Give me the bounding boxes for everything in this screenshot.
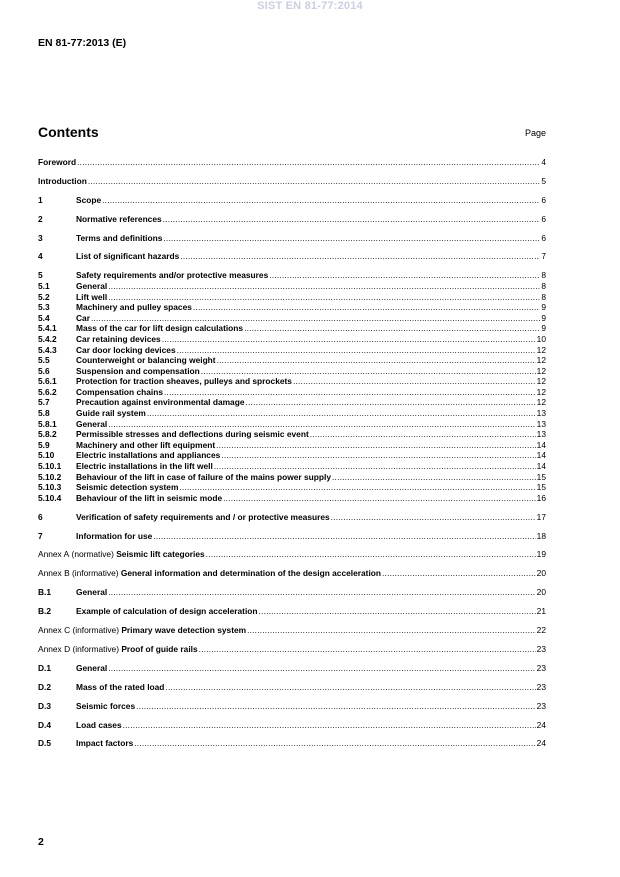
dot-leader <box>382 568 536 579</box>
toc-entry[interactable] <box>38 512 546 523</box>
toc-entry-page: 17 <box>536 511 546 522</box>
toc-entry-page: 16 <box>536 492 546 503</box>
dot-leader <box>223 493 536 504</box>
toc-entry-title: Mass of the car for lift design calculations <box>76 323 244 334</box>
toc-entry-number: 5.4 <box>38 312 50 323</box>
toc-entry-number: 5.9 <box>38 439 50 450</box>
toc-entry-number: D.5 <box>38 738 52 749</box>
annex-label: Annex B <box>38 568 70 579</box>
toc-entry-title: Machinery and other lift equipment <box>76 439 216 450</box>
toc-entry[interactable] <box>38 408 546 419</box>
toc-entry-page: 14 <box>536 439 546 450</box>
toc-entry-page: 10 <box>536 333 546 344</box>
toc-entry[interactable] <box>38 450 546 461</box>
dot-leader <box>214 461 536 472</box>
dot-leader <box>177 345 536 356</box>
toc-entry[interactable] <box>38 387 546 398</box>
toc-entry[interactable] <box>38 625 546 636</box>
toc-entry-page: 9 <box>541 302 546 313</box>
toc-entry-title: Behaviour of the lift in case of failure of the mains power supply <box>76 471 332 482</box>
dot-leader <box>162 334 536 345</box>
toc-entry-number: 5.6 <box>38 365 50 376</box>
toc-entry-title: Electric installations in the lift well <box>76 461 213 472</box>
toc-entry-number: 6 <box>38 511 43 522</box>
toc-entry[interactable] <box>38 606 546 617</box>
dot-leader <box>147 408 536 419</box>
toc-entry[interactable] <box>38 440 546 451</box>
toc-entry-page: 7 <box>541 251 546 262</box>
toc-entry-title <box>38 568 381 579</box>
toc-entry-title: Guide rail system <box>76 408 146 419</box>
dot-leader <box>216 440 536 451</box>
toc-entry-number: 7 <box>38 530 43 541</box>
dot-leader <box>108 419 535 430</box>
toc-entry[interactable] <box>38 738 546 749</box>
toc-entry-page: 8 <box>541 291 546 302</box>
dot-leader <box>293 376 536 387</box>
toc-entry-number: 5.6.1 <box>38 376 57 387</box>
toc-entry-page: 18 <box>536 530 546 541</box>
toc-entry-title <box>38 644 198 655</box>
toc-entry-page: 19 <box>536 549 546 560</box>
dot-leader <box>217 355 536 366</box>
toc-entry-title: Scope <box>76 194 102 205</box>
toc-entry-title: List of significant hazards <box>76 251 180 262</box>
page-column-label: Page <box>524 128 546 138</box>
toc-entry[interactable] <box>38 493 546 504</box>
toc-entry-title: Lift well <box>76 291 108 302</box>
toc-entry-title: Terms and definitions <box>76 232 163 243</box>
toc-entry-page: 6 <box>541 194 546 205</box>
annex-title: Seismic lift categories <box>116 549 205 560</box>
annex-type: (normative) <box>71 549 114 560</box>
toc-entry-page: 20 <box>536 568 546 579</box>
toc-entry-page: 9 <box>541 323 546 334</box>
toc-entry-page: 8 <box>541 280 546 291</box>
toc-entry[interactable] <box>38 334 546 345</box>
toc-entry-title: Car <box>76 312 90 323</box>
toc-entry-page: 12 <box>536 386 546 397</box>
toc-entry-page: 6 <box>541 213 546 224</box>
toc-entry-number: 5.10 <box>38 450 55 461</box>
toc-entry-page: 5 <box>541 175 546 186</box>
toc-entry[interactable] <box>38 587 546 598</box>
toc-entry[interactable] <box>38 397 546 408</box>
toc-entry-number: 5.3 <box>38 302 50 313</box>
dot-leader <box>134 738 535 749</box>
toc-entry-title: Mass of the rated load <box>76 681 165 692</box>
toc-entry-page: 23 <box>536 643 546 654</box>
toc-entry-page: 12 <box>536 355 546 366</box>
toc-entry-page: 23 <box>536 700 546 711</box>
toc-entry[interactable] <box>38 531 546 542</box>
toc-entry[interactable] <box>38 345 546 356</box>
toc-entry-title: Seismic detection system <box>76 482 179 493</box>
toc-entry-title: Impact factors <box>76 738 134 749</box>
toc-entry-number: 5.8 <box>38 408 50 419</box>
toc-entry-title: General <box>76 418 108 429</box>
toc-entry[interactable] <box>38 195 546 206</box>
toc-entry-title: General <box>76 280 108 291</box>
toc-entry-title: Car retaining devices <box>76 333 161 344</box>
dot-leader <box>221 450 535 461</box>
toc-entry-page: 8 <box>541 270 546 281</box>
dot-leader <box>269 270 540 281</box>
dot-leader <box>179 482 535 493</box>
toc-entry-number: 5.4.1 <box>38 323 57 334</box>
dot-leader <box>201 366 536 377</box>
toc-entry-page: 4 <box>541 157 546 167</box>
toc-entry-number: 5.1 <box>38 280 50 291</box>
toc-entry-number: 5.4.3 <box>38 344 57 355</box>
toc-entry-number: 2 <box>38 213 43 224</box>
toc-entry[interactable] <box>38 313 546 324</box>
toc-entry[interactable] <box>38 302 546 313</box>
dot-leader <box>163 214 541 225</box>
annex-title: Primary wave detection system <box>121 625 247 636</box>
toc-entry-number: B.2 <box>38 606 52 617</box>
toc-entry-page: 6 <box>541 232 546 243</box>
toc-entry[interactable] <box>38 644 546 655</box>
toc-entry-page: 13 <box>536 418 546 429</box>
toc-entry-number: D.4 <box>38 719 52 730</box>
dot-leader <box>247 625 536 636</box>
dot-leader <box>108 292 540 303</box>
toc-entry-number: 5.8.1 <box>38 418 57 429</box>
toc-entry[interactable] <box>38 292 546 303</box>
toc-entry-number: 5.10.1 <box>38 461 62 472</box>
toc-entry-title: Behaviour of the lift in seismic mode <box>76 492 223 503</box>
dot-leader <box>164 387 536 398</box>
toc-entry-title: Machinery and pulley spaces <box>76 302 192 313</box>
toc-entry[interactable] <box>38 366 546 377</box>
toc-entry-page: 12 <box>536 344 546 355</box>
dot-leader <box>331 512 536 523</box>
toc-entry-title: Compensation chains <box>76 386 164 397</box>
dot-leader <box>108 281 540 292</box>
toc-entry-page: 21 <box>536 606 546 617</box>
dot-leader <box>259 606 536 617</box>
toc-entry-number: D.3 <box>38 700 52 711</box>
toc-entry-number: 1 <box>38 194 43 205</box>
toc-entry-page: 14 <box>536 450 546 461</box>
toc-entry[interactable] <box>38 720 546 731</box>
toc-entry-title: Foreword <box>38 157 77 167</box>
dot-leader <box>108 663 535 674</box>
toc-entry[interactable] <box>38 461 546 472</box>
annex-type: (informative) <box>72 568 119 579</box>
toc-entry-title: Seismic forces <box>76 700 136 711</box>
dot-leader <box>332 472 536 483</box>
toc-entry[interactable] <box>38 482 546 493</box>
dot-leader <box>180 251 540 262</box>
toc-entry-number: B.1 <box>38 587 52 598</box>
toc-entry-page: 13 <box>536 429 546 440</box>
dot-leader <box>199 644 536 655</box>
toc-entry-page: 23 <box>536 662 546 673</box>
toc-entry-title: Normative references <box>76 213 162 224</box>
dot-leader <box>165 682 535 693</box>
annex-title: General information and determination of the design acceleration <box>120 568 382 579</box>
toc-entry[interactable] <box>38 323 546 334</box>
toc-entry-number: D.1 <box>38 662 52 673</box>
toc-entry-title: Example of calculation of design acceleration <box>76 606 258 617</box>
toc-entry[interactable] <box>38 251 546 262</box>
toc-entry[interactable] <box>38 281 546 292</box>
toc-entry-title: General <box>76 662 108 673</box>
toc-entry-title: Information for use <box>76 530 153 541</box>
toc-entry-title <box>38 625 246 636</box>
toc-entry-title: Safety requirements and/or protective measures <box>76 270 269 281</box>
toc-entry-number: 5.6.2 <box>38 386 57 397</box>
toc-entry-title: Counterweight or balancing weight <box>76 355 216 366</box>
toc-entry-page: 12 <box>536 397 546 408</box>
toc-entry[interactable] <box>38 214 546 225</box>
dot-leader <box>193 302 540 313</box>
toc-entry-page: 13 <box>536 408 546 419</box>
page-title: Contents <box>38 124 99 140</box>
toc-entry-number: 5.8.2 <box>38 429 57 440</box>
toc-entry-title: General <box>76 587 108 598</box>
toc-entry[interactable] <box>38 233 546 244</box>
toc-entry-number: 5.10.4 <box>38 492 62 503</box>
toc-entry-page: 15 <box>536 471 546 482</box>
toc-entry-number: 5.10.2 <box>38 471 62 482</box>
toc-entry-page: 23 <box>536 681 546 692</box>
dot-leader <box>206 549 536 560</box>
toc-entry[interactable] <box>38 157 546 168</box>
toc-entry[interactable] <box>38 429 546 440</box>
toc-entry-title: Verification of safety requirements and / or protective measures <box>76 511 330 522</box>
toc-entry-number: 5.7 <box>38 397 50 408</box>
toc-entry-title: Precaution against environmental damage <box>76 397 245 408</box>
toc-entry-title: Introduction <box>38 175 87 186</box>
toc-entry[interactable] <box>38 355 546 366</box>
toc-entry-title: Car door locking devices <box>76 344 176 355</box>
toc-entry-title: Load cases <box>76 719 122 730</box>
toc-entry-page: 12 <box>536 376 546 387</box>
toc-entry-page: 22 <box>536 625 546 636</box>
dot-leader <box>245 397 535 408</box>
toc-entry[interactable] <box>38 549 546 560</box>
dot-leader <box>310 429 536 440</box>
toc-entry[interactable] <box>38 419 546 430</box>
dot-leader <box>244 323 540 334</box>
toc-entry-number: 5.2 <box>38 291 50 302</box>
watermark: SIST EN 81-77:2014 <box>257 0 363 12</box>
toc-entry[interactable] <box>38 176 546 187</box>
dot-leader <box>163 233 540 244</box>
dot-leader <box>77 157 540 168</box>
toc-entry[interactable] <box>38 376 546 387</box>
toc-entry-number: 5.10.3 <box>38 482 62 493</box>
toc-entry-number: 4 <box>38 251 43 262</box>
dot-leader <box>136 701 536 712</box>
toc-entry-title <box>38 549 205 560</box>
toc-entry-page: 15 <box>536 482 546 493</box>
toc-entry-page: 24 <box>536 738 546 749</box>
toc-entry[interactable] <box>38 663 546 674</box>
toc-entry[interactable] <box>38 270 546 281</box>
annex-type: (informative) <box>72 625 119 636</box>
toc-entry-number: 5.4.2 <box>38 333 57 344</box>
annex-label: Annex C <box>38 625 71 636</box>
toc-entry[interactable] <box>38 701 546 712</box>
toc-entry-title: Permissible stresses and deflections during seismic event <box>76 429 309 440</box>
toc-entry-page: 14 <box>536 461 546 472</box>
annex-label: Annex A <box>38 549 70 560</box>
toc-entry[interactable] <box>38 682 546 693</box>
annex-type: (informative) <box>72 643 119 654</box>
dot-leader <box>108 587 535 598</box>
dot-leader <box>91 313 540 324</box>
toc-entry-title: Suspension and compensation <box>76 365 200 376</box>
toc-entry-title: Protection for traction sheaves, pulleys and sprockets <box>76 376 292 387</box>
toc-entry[interactable] <box>38 472 546 483</box>
page-number: 2 <box>38 836 44 848</box>
toc-entry-page: 12 <box>536 365 546 376</box>
document-id: EN 81-77:2013 (E) <box>38 37 127 49</box>
dot-leader <box>102 195 540 206</box>
dot-leader <box>88 176 540 187</box>
toc-entry-number: D.2 <box>38 681 52 692</box>
toc-entry-number: 5 <box>38 270 43 281</box>
table-of-contents <box>38 157 546 749</box>
dot-leader <box>123 720 536 731</box>
toc-entry-page: 24 <box>536 719 546 730</box>
toc-entry-number: 5.5 <box>38 355 50 366</box>
annex-title: Proof of guide rails <box>121 643 198 654</box>
toc-entry-page: 9 <box>541 312 546 323</box>
toc-entry-number: 3 <box>38 232 43 243</box>
dot-leader <box>153 531 535 542</box>
annex-label: Annex D <box>38 643 71 654</box>
toc-entry-title: Electric installations and appliances <box>76 450 221 461</box>
toc-entry-page: 20 <box>536 587 546 598</box>
toc-entry[interactable] <box>38 568 546 579</box>
